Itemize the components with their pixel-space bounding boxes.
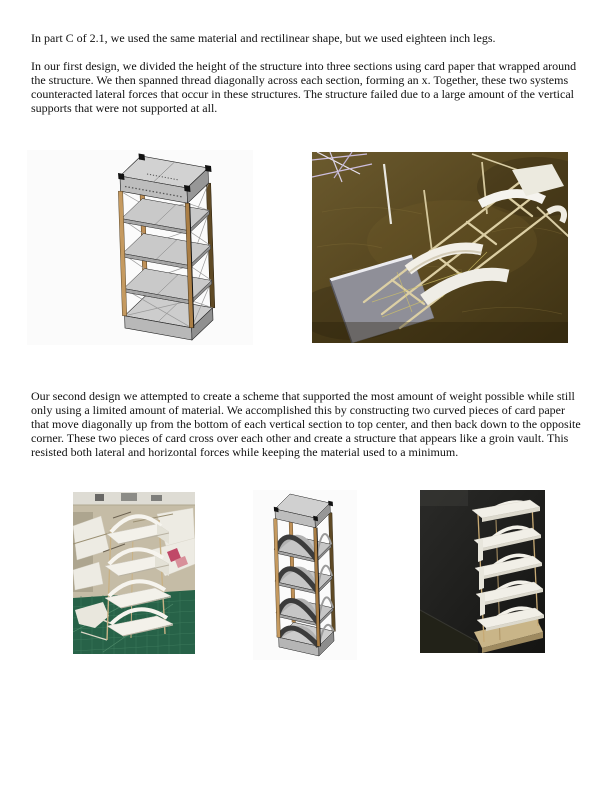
body-paragraph-2: In our first design, we divided the height of the structure into three sections using card paper that wrapped around the structure. We then spanned thread diagonally across each section, forming an x. Together, these two systems counteracted lateral forces that occur in these structures. The structure failed due to a large amount of the vertical supports that were not supported at all. — [31, 59, 577, 115]
black-background-photo-image — [420, 490, 545, 653]
figure-cad-x-braced-tower — [27, 150, 253, 345]
workshop-photo-image — [73, 492, 195, 654]
cad-x-braced-tower-image — [27, 150, 253, 345]
figure-cad-groin-vault-tower — [253, 490, 357, 660]
collapsed-structure-photo-image — [312, 152, 568, 343]
body-paragraph-3: Our second design we attempted to create a scheme that supported the most amount of weight possible while still only using a limited amount of material. We accomplished this by constructing two curved pieces of card paper that move diagonally up from the bottom of each vertical section to top center, and then back down to the opposite corner. These two pieces of card cross over each other and create a structure that appears like a groin vault. This resisted both lateral and horizontal forces while keeping the material used to a minimum. — [31, 389, 581, 459]
figure-photo-arched-tower-black — [420, 490, 545, 653]
cad-groin-vault-tower-image — [253, 490, 357, 660]
figure-photo-collapsed-structure — [312, 152, 568, 343]
figure-photo-workshop-arched-tower — [73, 492, 195, 654]
body-paragraph-1: In part C of 2.1, we used the same material and rectilinear shape, but we used eighteen inch legs. — [31, 31, 496, 45]
